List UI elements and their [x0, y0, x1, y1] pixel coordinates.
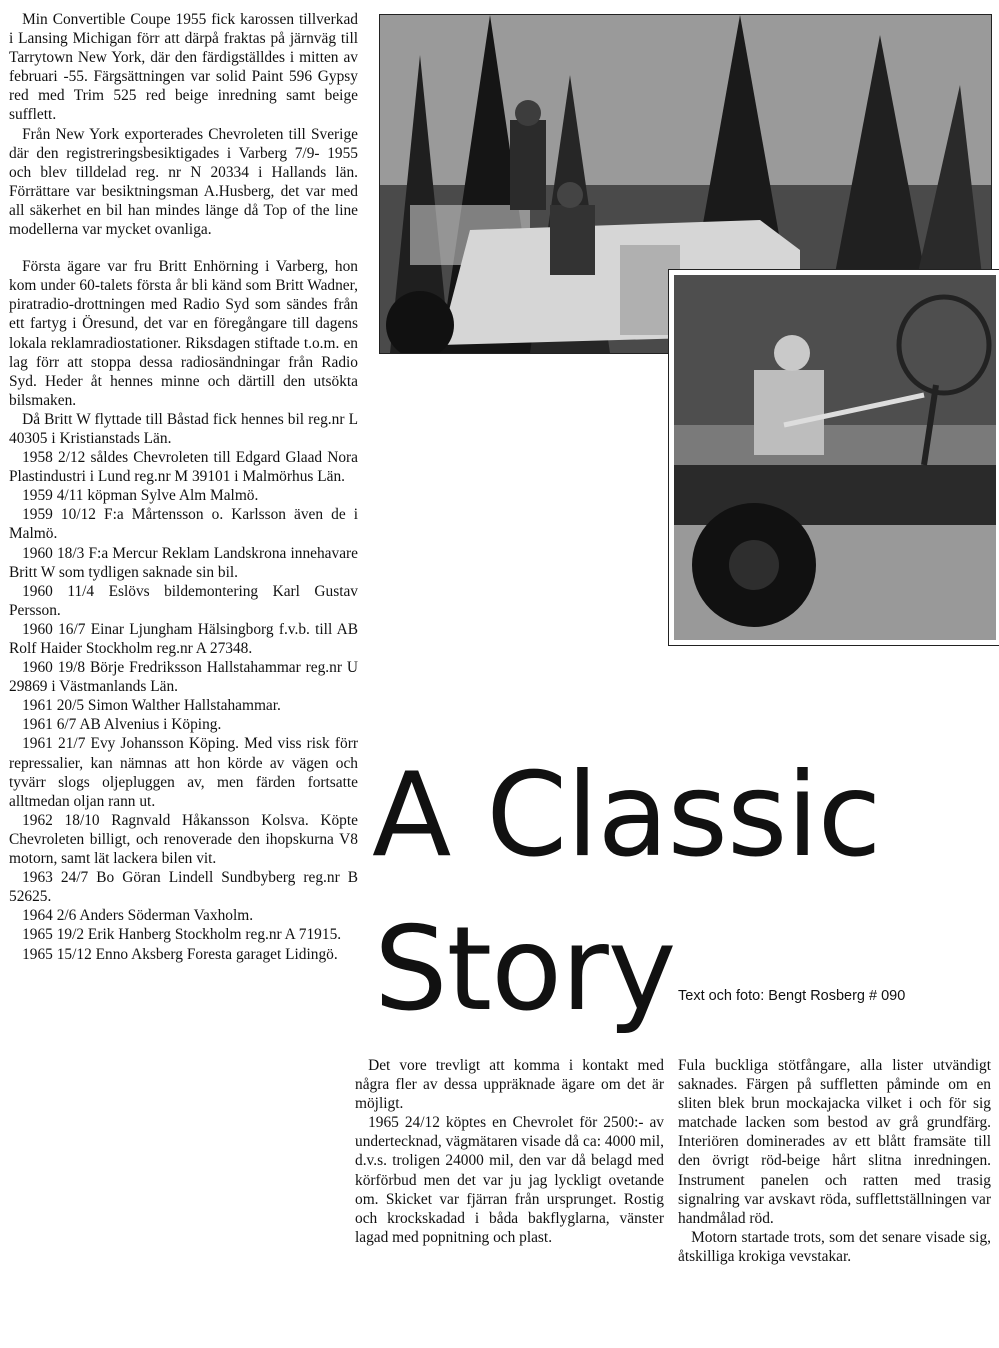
- article-title-line-2: Story: [374, 902, 676, 1037]
- paragraph-first-owner: Första ägare var fru Britt Enhörning i Varberg, hon kom under 60-talets första år bli känd som Britt Wadner, piratradio-drottningen med Radio Syd som sändes från ett fartyg i Öresund, det var en föregångare till dagens lokala reklamradiostationer. Riksdagen stiftade t.o.m. en lag förr att stoppa dessa radiosändningar från Radio Syd. Heder åt hennes minne och därtill den utsökta bilsmaken.: [9, 258, 358, 409]
- middle-text-column: [355, 1056, 664, 1247]
- left-text-column: [9, 10, 358, 964]
- right-text-column: [678, 1056, 991, 1266]
- article-title-line-1: A Classic: [372, 748, 881, 883]
- owner-entry: 1965 19/2 Erik Hanberg Stockholm reg.nr A 71915.: [22, 926, 342, 944]
- owner-entry: 1965 15/12 Enno Aksberg Foresta garaget Lidingö.: [22, 945, 338, 963]
- owner-entry: 1960 16/7 Einar Ljungham Hälsingborg f.v.b. till AB Rolf Haider Stockholm reg.nr A 27348.: [9, 620, 358, 657]
- owner-entry: 1963 24/7 Bo Göran Lindell Sundbyberg reg.nr B 52625.: [9, 869, 358, 906]
- photo-chassis-graphic: [674, 275, 996, 640]
- owner-entry: 1959 10/12 F:a Mårtensson o. Karlsson även de i Malmö.: [9, 506, 358, 543]
- owner-entry: Då Britt W flyttade till Båstad fick hennes bil reg.nr L 40305 i Kristianstads Län.: [9, 410, 358, 447]
- paragraph-export: Från New York exporterades Chevroleten till Sverige där den registreringsbesiktigades i Varberg 7/9- 1955 och blev tilldelad reg. nr N 20334 i Hallands län. Förrättare var besiktningsman A.Husberg, det var med all säkerhet en bil han mindes länge då Top of the line modellerna var mycket ovanliga.: [9, 125, 358, 239]
- paragraph-condition: Fula buckliga stötfångare, alla lister utvändigt saknades. Färgen på suffletten påminde om en sliten blek brun mockajacka vilket i och för sig matchade lacken som bestod av grå grundfärg. Interiören dominerades av ett blått framsäte till den övrigt röd-beige hårt slitna inredningen. Instrument panelen och ratten med trasig signalring var avskavt röda, sufflettställningen var handmålad röd.: [678, 1057, 991, 1227]
- paragraph-intro: Min Convertible Coupe 1955 fick karossen tillverkad i Lansing Michigan förr att därpå fraktas på järnväg till Tarrytown New York, där den färdigställdes i mitten av februari -55. Färgsättningen var solid Paint 596 Gypsy red med Trim 525 red beige inredning samt beige sufflett.: [9, 11, 358, 124]
- owner-entry: 1962 18/10 Ragnvald Håkansson Kolsva. Köpte Chevroleten billigt, och renoverade den ihopskurna V8 motorn, samt lät lackera bilen vit.: [9, 811, 358, 868]
- owner-entry: 1961 21/7 Evy Johansson Köping. Med viss risk förr repressalier, kan nämnas att hon körde av vägen och tyvärr slogs oljepluggen av, men färden fortsatte alltmedan oljan rann ut.: [9, 735, 358, 810]
- byline: Text och foto: Bengt Rosberg # 090: [678, 988, 906, 1004]
- paragraph-purchase: 1965 24/12 köptes en Chevrolet för 2500:- av undertecknad, vägmätaren visade då ca: 4000 mil, d.v.s. troligen 24000 mil, den var då belagd med körförbud men det var ju jag lyckligt ovetande om. Skicket var fjärran från ursprunget. Rostig och krockskadad i båda bakflyglarna, vänster lagad med popnitning och plast.: [355, 1114, 664, 1246]
- owner-entry: 1959 4/11 köpman Sylve Alm Malmö.: [22, 487, 259, 505]
- owner-entry: 1961 20/5 Simon Walther Hallstahammar.: [22, 697, 281, 715]
- owner-entry: 1960 11/4 Eslövs bildemontering Karl Gustav Persson.: [9, 582, 358, 619]
- owner-entry: 1960 18/3 F:a Mercur Reklam Landskrona innehavare Britt W som tydligen saknade sin bil.: [9, 544, 358, 581]
- owner-entry: 1961 6/7 AB Alvenius i Köping.: [22, 716, 222, 734]
- photo-man-at-chassis: [669, 270, 999, 645]
- paragraph-engine: Motorn startade trots, som det senare visade sig, åtskilliga krokiga vevstakar.: [678, 1228, 991, 1265]
- owner-entry: 1964 2/6 Anders Söderman Vaxholm.: [22, 907, 254, 925]
- owner-entry: 1960 19/8 Börje Fredriksson Hallstahammar reg.nr U 29869 i Västmanlands Län.: [9, 659, 358, 696]
- paragraph-contact: Det vore trevligt att komma i kontakt med några fler av dessa uppräknade ägare om det är möjligt.: [355, 1057, 664, 1113]
- owner-entry: 1958 2/12 såldes Chevroleten till Edgard Glaad Nora Plastindustri i Lund reg.nr M 39101 i Malmörhus Län.: [9, 449, 358, 486]
